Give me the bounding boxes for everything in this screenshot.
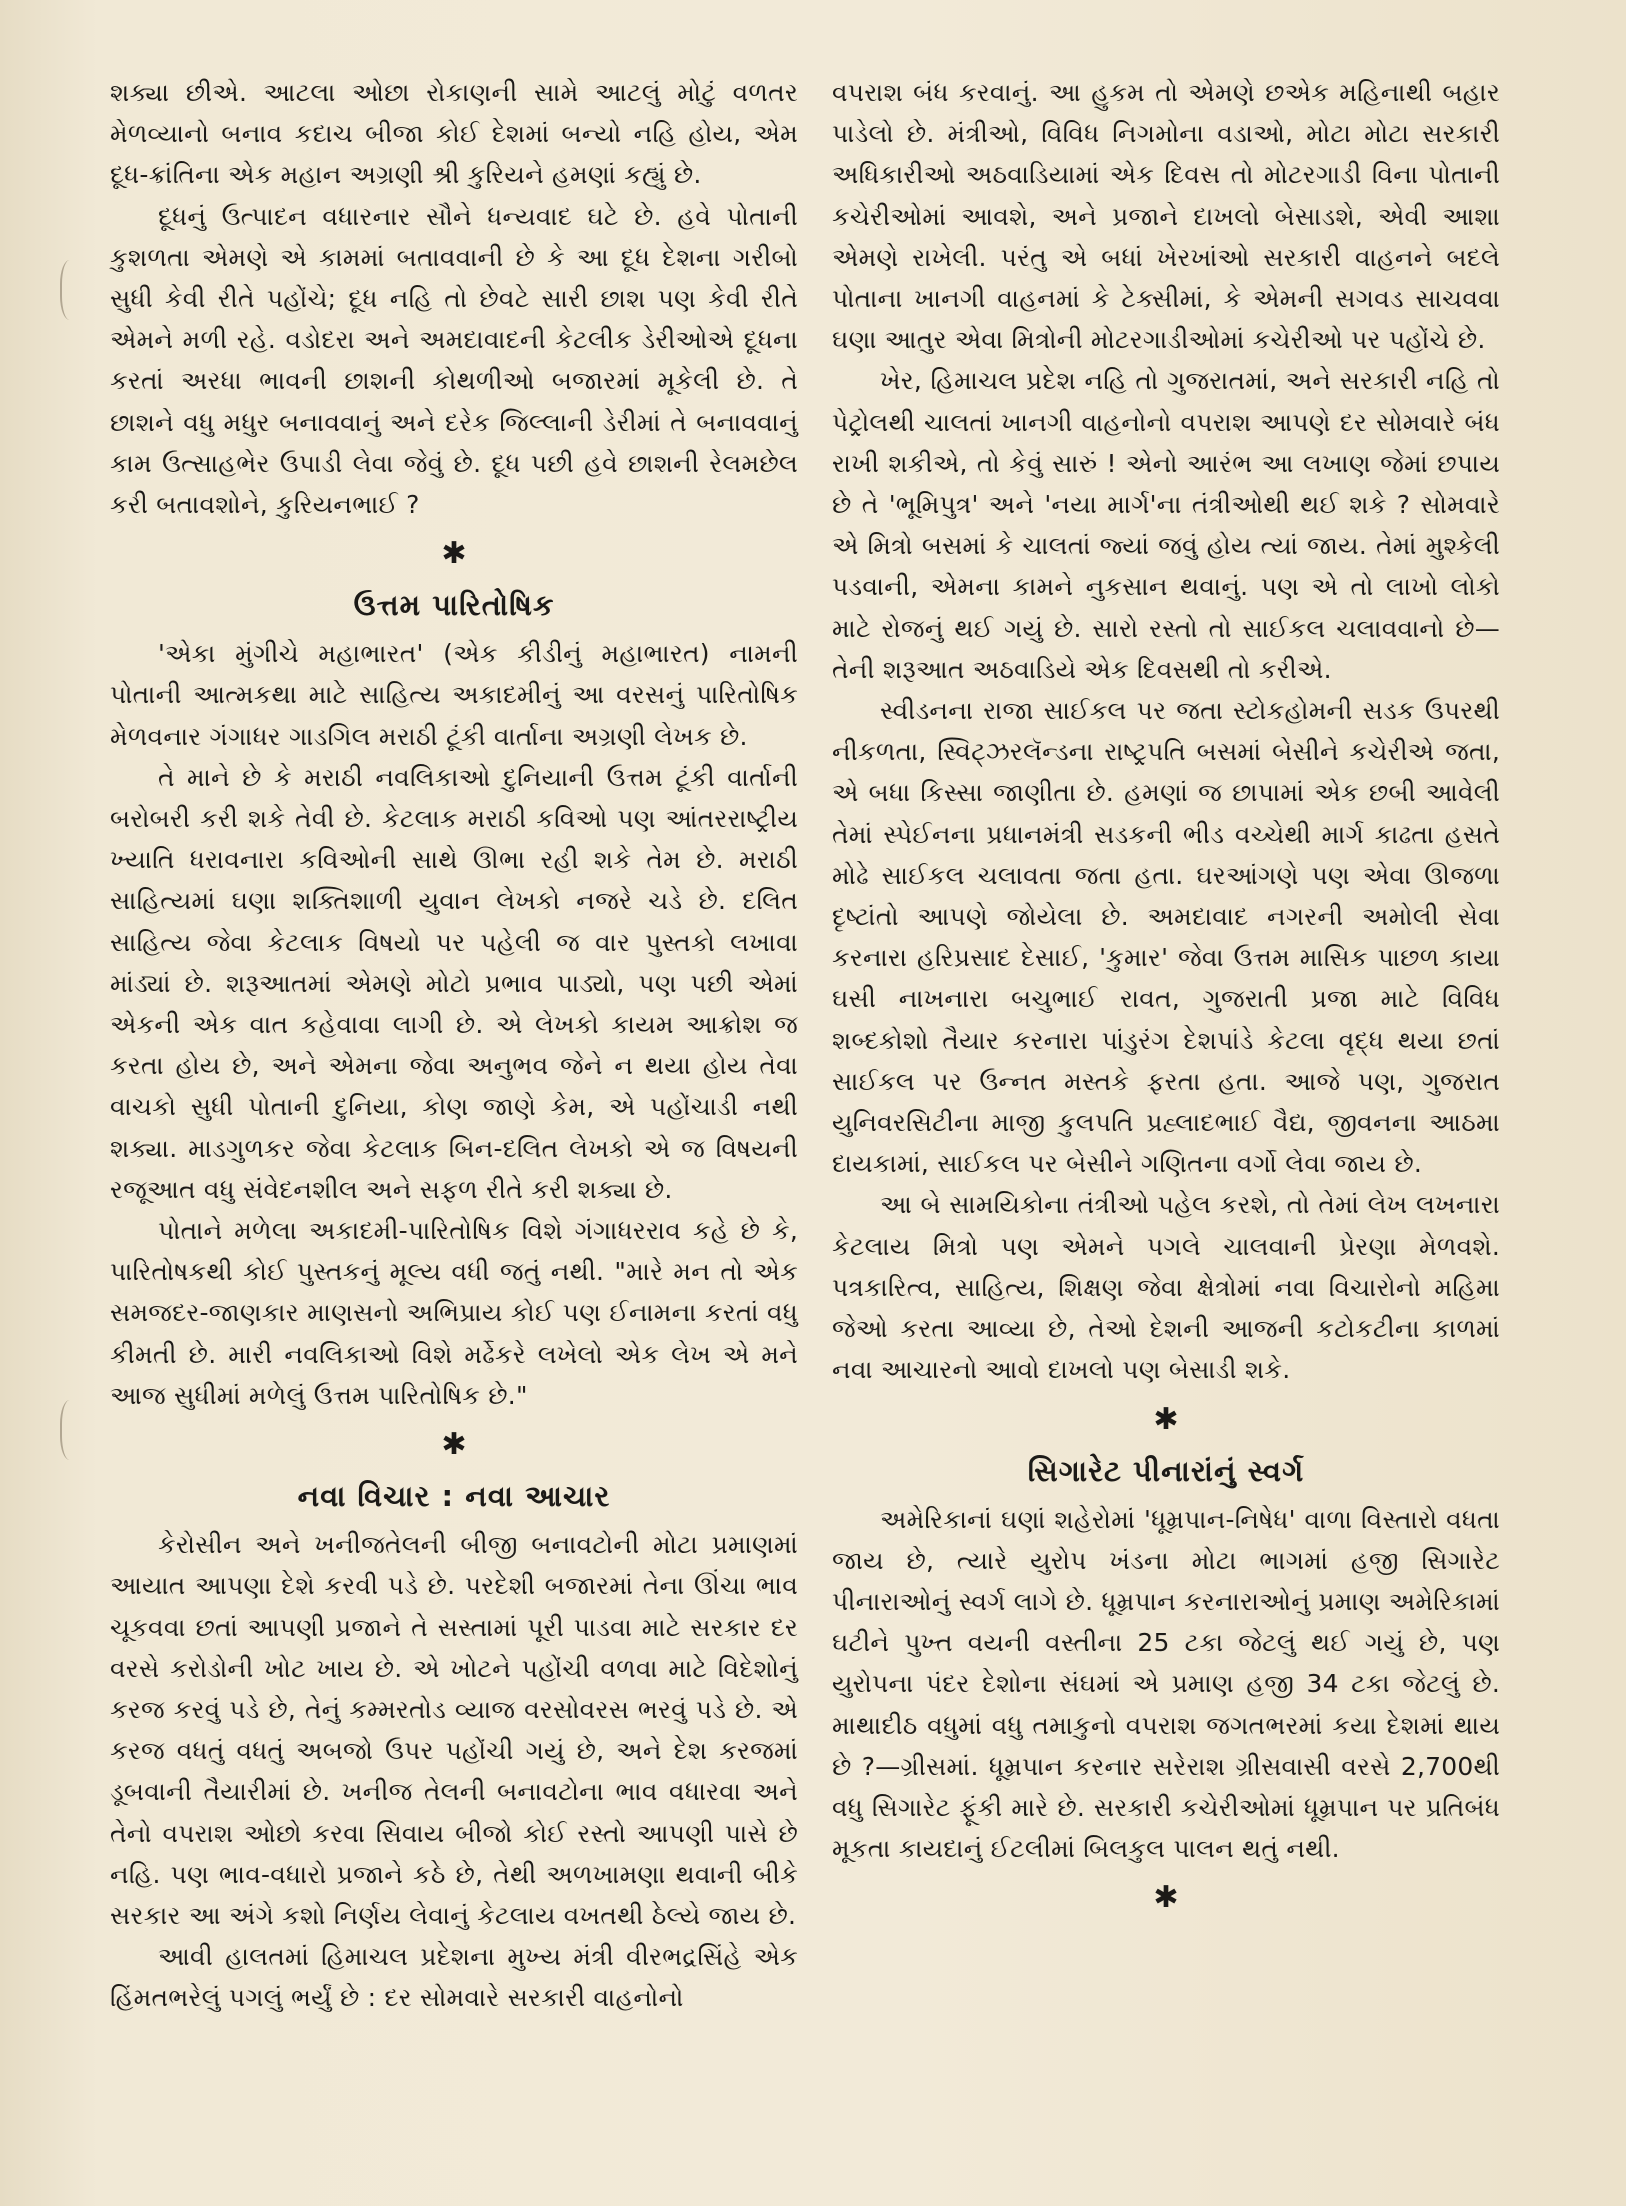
paragraph: વપરાશ બંધ કરવાનું. આ હુકમ તો એમણે છએક મહિનાથી બહાર પાડેલો છે. મંત્રીઓ, વિવિધ નિગમોના વડાઓ, મોટા મોટા સરકારી અધિકારીઓ અઠવાડિયામાં એક દિવસ તો મોટરગાડી વિના પોતાની કચેરીઓમાં આવશે, અને પ્રજાને દાખલો બેસાડશે, એવી આશા એમણે રાખેલી. પરંતુ એ બધાં ખેરખાંઓ સરકારી વાહનને બદલે પોતાના ખાનગી વાહનમાં કે ટેક્સીમાં, કે એમની સગવડ સાચવવા ઘણા આતુર એવા મિત્રોની મોટરગાડીઓમાં કચેરીઓ પર પહોંચે છે. — [832, 78, 1500, 355]
section-heading: સિગારેટ પીનારાંનું સ્વર્ગ — [1027, 1453, 1305, 1488]
paragraph: સ્વીડનના રાજા સાઈકલ પર જતા સ્ટોકહોમની સડક ઉપરથી નીકળતા, સ્વિટ્ઝરલૅન્ડના રાષ્ટ્રપતિ બસમાં બેસીને કચેરીએ જતા, એ બધા કિસ્સા જાણીતા છે. હમણાં જ છાપામાં એક છબી આવેલી તેમાં સ્પેઈનના પ્રધાનમંત્રી સડકની ભીડ વચ્ચેથી માર્ગ કાઢતા હસતે મોઢે સાઈકલ ચલાવતા જતા હતા. ઘરઆંગણે પણ એવા ઊજળા દૃષ્ટાંતો આપણે જોયેલા છે. અમદાવાદ નગરની અમોલી સેવા કરનારા હરિપ્રસાદ દેસાઈ, 'કુમાર' જેવા ઉત્તમ માસિક પાછળ કાયા ઘસી નાખનારા બચુભાઈ રાવત, ગુજરાતી પ્રજા માટે વિવિધ શબ્દકોશો તૈયાર કરનારા પાંડુરંગ દેશપાંડે કેટલા વૃદ્ધ થયા છતાં સાઈકલ પર ઉન્નત મસ્તકે ફરતા હતા. આજે પણ, ગુજરાત યુનિવરસિટીના માજી કુલપતિ પ્રહ્લાદભાઈ વૈદ્ય, જીવનના આઠમા દાયકામાં, સાઈકલ પર બેસીને ગણિતના વર્ગો લેવા જાય છે. — [832, 696, 1500, 1179]
paragraph: 'એકા મુંગીચે મહાભારત' (એક કીડીનું મહાભારત) નામની પોતાની આત્મકથા માટે સાહિત્ય અકાદમીનું આ વરસનું પારિતોષિક મેળવનાર ગંગાધર ગાડગિલ મરાઠી ટૂંકી વાર્તાના અગ્રણી લેખક છે. — [110, 639, 798, 751]
paragraph: પોતાને મળેલા અકાદમી-પારિતોષિક વિશે ગંગાધરરાવ કહે છે કે, પારિતોષકથી કોઈ પુસ્તકનું મૂલ્ય વધી જતું નથી. "મારે મન તો એક સમજદર-જાણકાર માણસનો અભિપ્રાય કોઈ પણ ઈનામના કરતાં વધુ કીમતી છે. મારી નવલિકાઓ વિશે મર્ઢેકરે લખેલો એક લેખ એ મને આજ સુધીમાં મળેલું ઉત્તમ પારિતોષિક છે." — [110, 1216, 798, 1410]
section-heading: નવા વિચાર : નવા આચાર — [297, 1479, 611, 1514]
paragraph: શક્યા છીએ. આટલા ઓછા રોકાણની સામે આટલું મોટું વળતર મેળવ્યાનો બનાવ કદાચ બીજા કોઈ દેશમાં બન્યો નહિ હોય, એમ દૂધ-ક્રાંતિના એક મહાન અગ્રણી શ્રી કુરિયને હમણાં કહ્યું છે. — [110, 78, 798, 190]
paragraph: અમેરિકાનાં ઘણાં શહેરોમાં 'ધૂમ્રપાન-નિષેધ' વાળા વિસ્તારો વધતા જાય છે, ત્યારે યુરોપ ખંડના મોટા ભાગમાં હજી સિગારેટ પીનારાઓનું સ્વર્ગ લાગે છે. ધૂમ્રપાન કરનારાઓનું પ્રમાણ અમેરિકામાં ઘટીને પુખ્ત વયની વસ્તીના 25 ટકા જેટલું થઈ ગયું છે, પણ યુરોપના પંદર દેશોના સંઘમાં એ પ્રમાણ હજી 34 ટકા જેટલું છે. માથાદીઠ વધુમાં વધુ તમાકુનો વપરાશ જગતભરમાં કયા દેશમાં થાય છે ?—ગ્રીસમાં. ધૂમ્રપાન કરનાર સરેરાશ ગ્રીસવાસી વરસે 2,700થી વધુ સિગારેટ ફૂંકી મારે છે. સરકારી કચેરીઓમાં ધૂમ્રપાન પર પ્રતિબંધ મૂકતા કાયદાનું ઈટલીમાં બિલકુલ પાલન થતું નથી. — [832, 1504, 1500, 1864]
section-heading: ઉત્તમ પારિતોષિક — [353, 588, 555, 623]
paragraph: આ બે સામયિકોના તંત્રીઓ પહેલ કરશે, તો તેમાં લેખ લખનારા કેટલાય મિત્રો પણ એમને પગલે ચાલવાની પ્રેરણા મેળવશે. પત્રકારિત્વ, સાહિત્ય, શિક્ષણ જેવા ક્ષેત્રોમાં નવા વિચારોનો મહિમા જેઓ કરતા આવ્યા છે, તેઓ દેશની આજની કટોકટીના કાળમાં નવા આચારનો આવો દાખલો પણ બેસાડી શકે. — [832, 1190, 1500, 1385]
punch-hole — [60, 1400, 84, 1460]
section-divider-star: ✱ — [1153, 1880, 1179, 1916]
paragraph: દૂધનું ઉત્પાદન વધારનાર સૌને ધન્યવાદ ઘટે છે. હવે પોતાની કુશળતા એમણે એ કામમાં બતાવવાની છે કે આ દૂધ દેશના ગરીબો સુધી કેવી રીતે પહોંચે; દૂધ નહિ તો છેવટે સારી છાશ પણ કેવી રીતે એમને મળી રહે. વડોદરા અને અમદાવાદની કેટલીક ડેરીઓએ દૂધના કરતાં અરધા ભાવની છાશની કોથળીઓ બજારમાં મૂકેલી છે. તે છાશને વધુ મધુર બનાવવાનું અને દરેક જિલ્લાની ડેરીમાં તે બનાવવાનું કામ ઉત્સાહભેર ઉપાડી લેવા જેવું છે. દૂધ પછી હવે છાશની રેલમછેલ કરી બતાવશોને, કુરિયનભાઈ ? — [110, 201, 798, 520]
section-divider-star: ✱ — [1153, 1401, 1179, 1437]
paragraph: ખેર, હિમાચલ પ્રદેશ નહિ તો ગુજરાતમાં, અને સરકારી નહિ તો પેટ્રોલથી ચાલતાં ખાનગી વાહનોનો વપરાશ આપણે દર સોમવારે બંધ રાખી શકીએ, તો કેવું સારું ! એનો આરંભ આ લખાણ જેમાં છપાય છે તે 'ભૂમિપુત્ર' અને 'નયા માર્ગ'ના તંત્રીઓથી થઈ શકે ? સોમવારે એ મિત્રો બસમાં કે ચાલતાં જ્યાં જવું હોય ત્યાં જાય. તેમાં મુશ્કેલી પડવાની, એમના કામને નુકસાન થવાનું. પણ એ તો લાખો લોકો માટે રોજનું થઈ ગયું છે. સારો રસ્તો તો સાઈકલ ચલાવવાનો છે—તેની શરૂઆત અઠવાડિયે એક દિવસથી તો કરીએ. — [832, 366, 1500, 684]
punch-hole — [60, 260, 84, 320]
paragraph: આવી હાલતમાં હિમાચલ પ્રદેશના મુખ્ય મંત્રી વીરભદ્રસિંહે એક હિંમતભરેલું પગલું ભર્યું છે : દર સોમવારે સરકારી વાહનોનો — [110, 1942, 798, 2013]
section-divider-star: ✱ — [441, 536, 467, 572]
paragraph: તે માને છે કે મરાઠી નવલિકાઓ દુનિયાની ઉત્તમ ટૂંકી વાર્તાની બરોબરી કરી શકે તેવી છે. કેટલાક મરાઠી કવિઓ પણ આંતરરાષ્ટ્રીય ખ્યાતિ ધરાવનારા કવિઓની સાથે ઊભા રહી શકે તેમ છે. મરાઠી સાહિત્યમાં ઘણા શક્તિશાળી યુવાન લેખકો નજરે ચડે છે. દલિત સાહિત્ય જેવા કેટલાક વિષયો પર પહેલી જ વાર પુસ્તકો લખાવા માંડ્યાં છે. શરૂઆતમાં એમણે મોટો પ્રભાવ પાડ્યો, પણ પછી એમાં એકની એક વાત કહેવાવા લાગી છે. એ લેખકો કાયમ આક્રોશ જ કરતા હોય છે, અને એમના જેવા અનુભવ જેને ન થયા હોય તેવા વાચકો સુધી પોતાની દુનિયા, કોણ જાણે કેમ, એ પહોંચાડી નથી શક્યા. માડગુળકર જેવા કેટલાક બિન-દલિત લેખકો એ જ વિષયની રજૂઆત વધુ સંવેદનશીલ અને સફળ રીતે કરી શક્યા છે. — [110, 762, 798, 1204]
left-column — [110, 72, 798, 2019]
right-column — [832, 72, 1500, 1927]
paragraph: કેરોસીન અને ખનીજતેલની બીજી બનાવટોની મોટા પ્રમાણમાં આયાત આપણા દેશે કરવી પડે છે. પરદેશી બજારમાં તેના ઊંચા ભાવ ચૂકવવા છતાં આપણી પ્રજાને તે સસ્તામાં પૂરી પાડવા માટે સરકાર દર વરસે કરોડોની ખોટ ખાય છે. એ ખોટને પહોંચી વળવા માટે વિદેશોનું કરજ કરવું પડે છે, તેનું કમ્મરતોડ વ્યાજ વરસોવરસ ભરવું પડે છે. એ કરજ વધતું વધતું અબજો ઉપર પહોંચી ગયું છે, અને દેશ કરજમાં ડૂબવાની તૈયારીમાં છે. ખનીજ તેલની બનાવટોના ભાવ વધારવા અને તેનો વપરાશ ઓછો કરવા સિવાય બીજો કોઈ રસ્તો આપણી પાસે છે નહિ. પણ ભાવ-વધારો પ્રજાને કઠે છે, તેથી અળખામણા થવાની બીકે સરકાર આ અંગે કશો નિર્ણય લેવાનું કેટલાય વખતથી ઠેલ્યે જાય છે. — [110, 1530, 798, 1930]
section-divider-star: ✱ — [441, 1427, 467, 1463]
